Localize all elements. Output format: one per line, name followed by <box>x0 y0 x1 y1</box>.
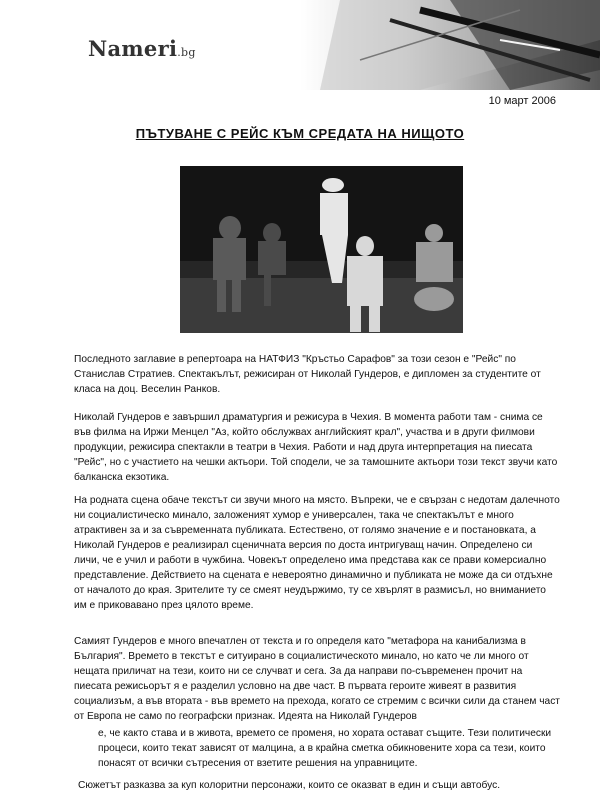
article-paragraph: Самият Гундеров е много впечатлен от текста и го определя като "метафора на канибализма в България". Времето в текстът е ситуирано в социалистическото минало, но като че ли много от нещата приличат на тези, които ни се случват и сега. За да направи по-съвременен прочит на пиесата режисьорът я е разделил условно на две част. В първата героите живеят в развития социализъм, а във втората - във времето на прехода, когато се стремим с всички сили да станем част от Европа не само по географски признак. Идеята на Николай Гундеров <box>74 636 560 722</box>
article-paragraph: е, че както става и в живота, времето се променя, но хората остават същите. Тези политически процеси, които текат зависят от малцина, а в крайна сметка обикновените хора са тези, които понасят от всички сътресения от взетите решения на управниците. <box>98 728 552 769</box>
article-paragraph: На родната сцена обаче текстът си звучи много на място. Въпреки, че е свързан с недотам далечното ни социалистическо минало, заложеният хумор е универсален, така че спектакълът е много атрактивен за и за съвременната публиката. Естествено, от голямо значение е и постановката, а Николай Гундеров е реализирал сценичната версия по доста интригуващ начин. Определено си личи, че е учил и работи в чужбина. Човекът определено има представа как се прави комерсиално представление. Действието на сцената е невероятно динамично и публиката не може да си отдъхне от началото до края. Зрителите ту се смеят неудържимо, ту се хвърлят в размисъл, но вниманието им е приковавано през цялото време. <box>74 495 560 611</box>
page-header <box>0 0 600 90</box>
site-logo[interactable] <box>88 36 196 61</box>
logo-text: Nameri <box>88 36 178 61</box>
article-paragraph: Сюжетът разказва за куп колоритни персонажи, които се оказват в един и същи автобус. <box>78 780 501 791</box>
pen-illustration <box>300 0 600 90</box>
logo-tld: .bg <box>177 46 196 59</box>
article-title: ПЪТУВАНЕ С РЕЙС КЪМ СРЕДАТА НА НИЩОТО <box>135 126 465 141</box>
article-photo <box>180 166 463 333</box>
article-paragraph: Николай Гундеров е завършил драматургия и режисура в Чехия. В момента работи там - снима се във филма на Иржи Менцел "Аз, който обслужвах английският крал", участва и в други филмови продукции, режисира спектакли в театри в Чехия. Работи и над друга интерпретация на пиесата "Рейс", но с участието на чешки актьори. Той сподели, че за тамошните актьори този текст звучи като балканска екзотика. <box>74 412 558 483</box>
theater-scene <box>180 166 463 333</box>
article-paragraph: Последното заглавие в репертоара на НАТФИЗ "Кръстьо Сарафов" за този сезон е "Рейс" по Станислав Стратиев. Спектакълът, режисиран от Николай Гундеров, е дипломен за студентите от класа на доц. Веселин Ранков. <box>74 354 541 395</box>
article-date: 10 март 2006 <box>488 95 556 107</box>
